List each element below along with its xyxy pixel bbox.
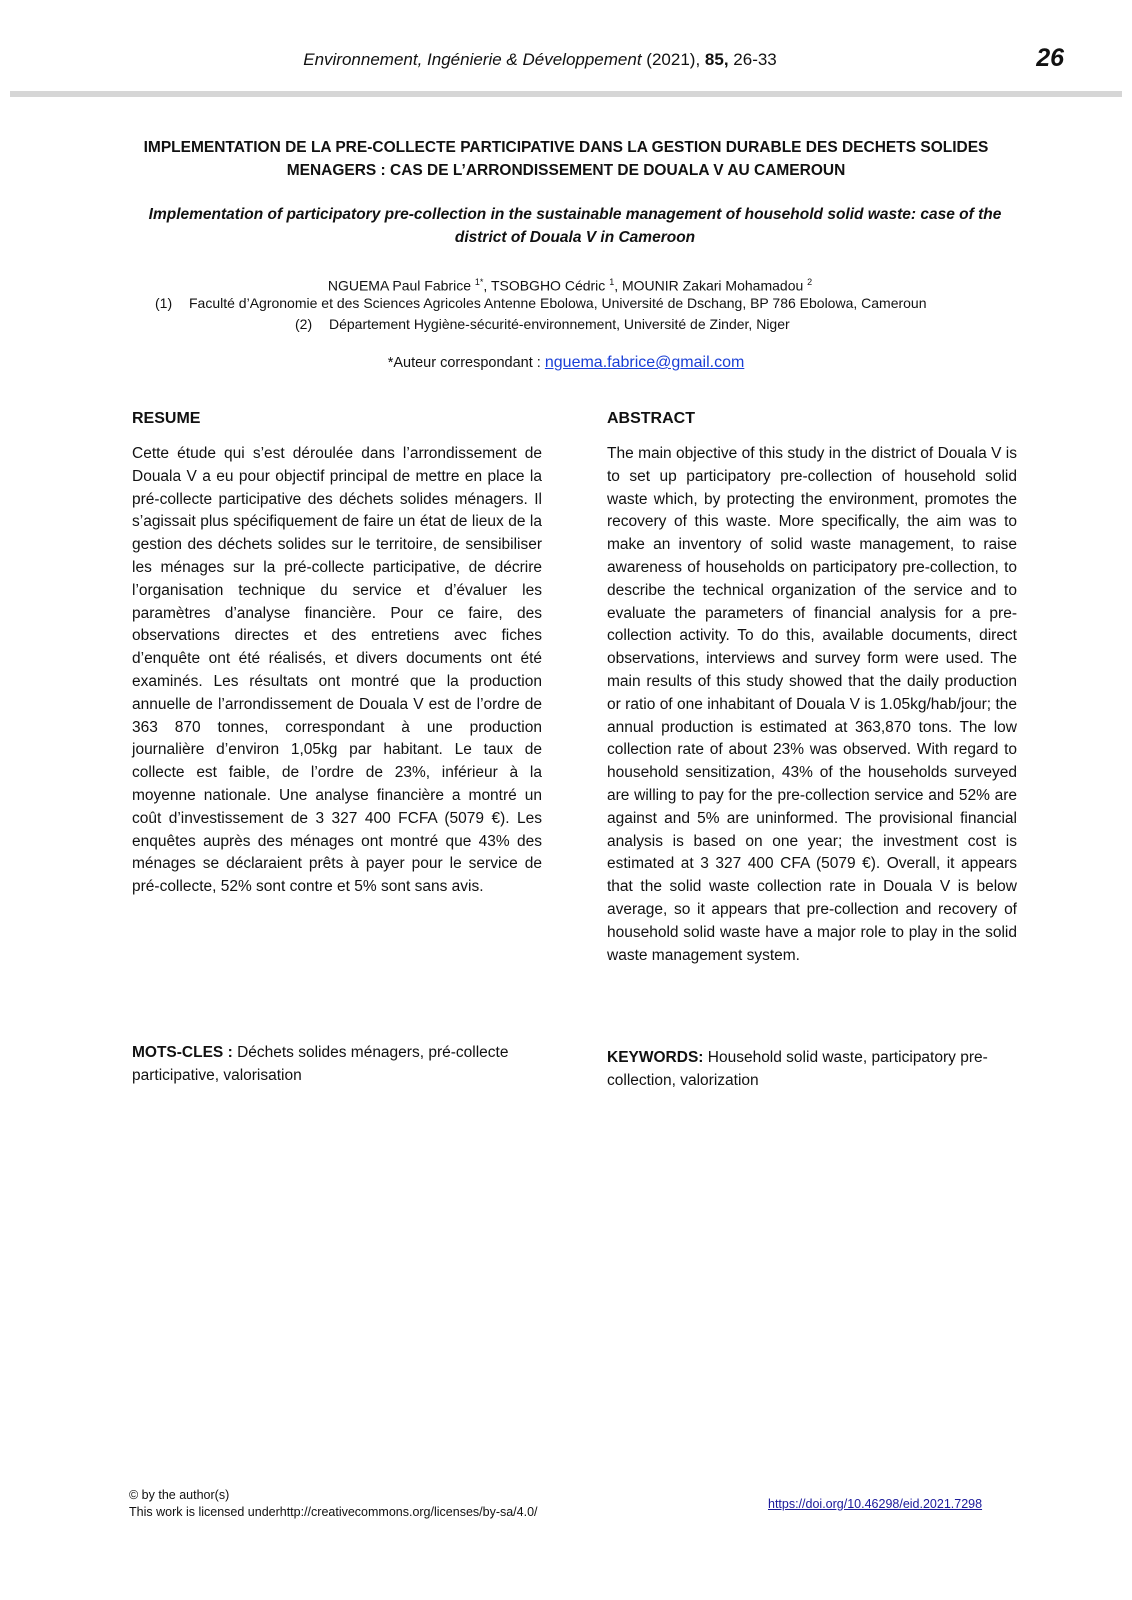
keywords-label: MOTS-CLES : [132,1044,233,1061]
corresponding-author [0,354,1132,372]
keywords-text: Household solid waste, participatory pre-collection, valorization [607,1049,988,1089]
journal-name: Environnement, Ingénierie & Développement [303,50,642,69]
affiliation-2 [295,314,790,334]
abstract-keywords [607,1047,1027,1093]
running-header [0,44,1132,80]
author-separator: , [483,277,491,294]
journal-volume: 85, [704,50,729,69]
license-footer [129,1487,538,1521]
author-affiliation-mark: 1 [609,277,615,287]
doi-footer [768,1497,982,1511]
resume-text: Cette étude qui s’est déroulée dans l’arrondissement de Douala V a eu pour objectif principal de mettre en place la pré-collecte participative des déchets solides ménagers. Il s’agissait plus spécifiquement de faire un état de lieux de la gestion des déchets solides sur le territoire, de sensibiliser les ménages sur la pré-collecte participative, de décrire l’organisation technique du service et d’évaluer les paramètres d’analyse financière. Pour ce faire, des observations directes et des entretiens avec fiches d’enquête ont été réalisés, et divers documents ont été examinés. Les résultats ont montré que la production annuelle de l’arrondissement de Douala V est de l’ordre de 363 870 tonnes, correspondant à une production journalière d’environ 1,05kg par habitant. Le taux de collecte est faible, de l’ordre de 23%, inférieur à la moyenne nationale. Une analyse financière a montré un coût d’investissement de 3 327 400 FCFA (5079 €). Les enquêtes auprès des ménages ont montré que 43% des ménages se déclaraient prêts à payer pour le service de pré-collecte, 52% sont contre et 5% sont sans avis. [132,445,542,896]
copyright-line: © by the author(s) [129,1488,230,1502]
abstract-text: The main objective of this study in the district of Douala V is to set up participatory pre-collection of household solid waste which, by protecting the environment, promotes the recovery of this waste. More specifically, the aim was to make an inventory of solid waste management, to raise awareness of households on participatory pre-collection, to describe the technical organization of the service and to evaluate the parameters of financial analysis for a pre-collection activity. To do this, available documents, direct observations, interviews and survey form were used. The main results of this study showed that the daily production or ratio of one inhabitant of Douala V is 1.05kg/hab/jour; the annual production is estimated at 363,870 tons. The low collection rate of about 23% was observed. With regard to household sensitization, 43% of the households surveyed are willing to pay for the pre-collection service and 52% are against and 5% are uninformed. The provisional financial analysis is based on one year; the investment cost is estimated at 3 327 400 CFA (5079 €). Overall, it appears that the solid waste collection rate in Douala V is below average, so it appears that pre-collection and recovery of household solid waste have a major role to play in the solid waste management system. [607,445,1017,964]
author-affiliation-mark: 2 [807,277,813,287]
author-separator: , [614,277,622,294]
header-divider [10,91,1122,97]
affiliation-1 [155,293,927,313]
affiliation-text: Faculté d’Agronomie et des Sciences Agricoles Antenne Ebolowa, Université de Dschang, BP 786 Ebolowa, Cameroun [189,295,927,311]
journal-year: (2021), [646,50,701,69]
author-name: NGUEMA Paul Fabrice [327,277,471,294]
journal-pages: 26-33 [733,50,777,69]
journal-citation [0,50,1080,70]
corresponding-email-link[interactable]: nguema.fabrice@gmail.com [544,354,745,371]
author-name: MOUNIR Zakari Mohamadou [621,277,804,294]
keywords-text: Déchets solides ménagers, pré-collecte participative, valorisation [132,1044,509,1084]
author-name: TSOBGHO Cédric [490,277,606,294]
paper-title: IMPLEMENTATION DE LA PRE-COLLECTE PARTICIPATIVE DANS LA GESTION DURABLE DES DECHETS SOLIDES MENAGERS : CAS DE L’ARRONDISSEMENT DE DOUALA V AU CAMEROUN [143,139,989,179]
affiliation-text: Département Hygiène-sécurité-environnement, Université de Zinder, Niger [329,316,790,332]
keywords-label: KEYWORDS: [607,1049,704,1066]
affiliation-number: (1) [155,295,173,311]
page-number: 26 [1036,44,1064,72]
resume-heading: RESUME [132,410,201,427]
paper-subtitle: Implementation of participatory pre-collection in the sustainable management of household solid waste: case of the district of Douala V in Cameroon [148,206,1002,246]
abstract-heading: ABSTRACT [607,410,695,427]
author-affiliation-mark: 1* [474,277,484,287]
affiliation-number: (2) [295,316,313,332]
license-line: This work is licensed underhttp://creativecommons.org/licenses/by-sa/4.0/ [129,1505,538,1519]
doi-link[interactable]: https://doi.org/10.46298/eid.2021.7298 [768,1497,983,1511]
corresponding-label: *Auteur correspondant : [387,355,541,371]
resume-keywords [132,1042,552,1088]
